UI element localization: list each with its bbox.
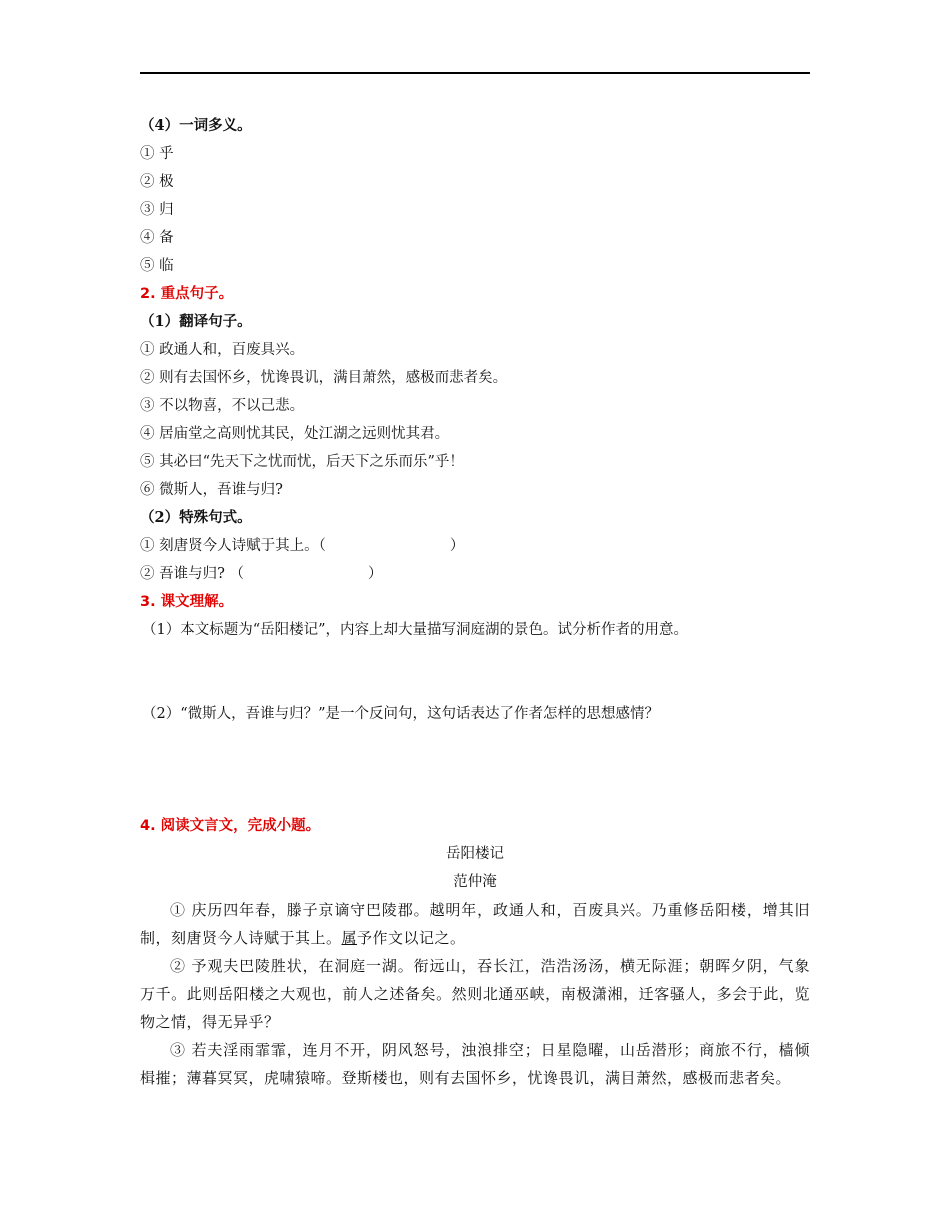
passage-paragraph-2: ② 予观夫巴陵胜状，在洞庭一湖。衔远山，吞长江，浩浩汤汤，横无际涯；朝晖夕阴，气象万千。此则岳阳楼之大观也，前人之述备矣。然则北通巫峡，南极潇湘，迁客骚人，多会于此，览物之情，得无异乎？ <box>140 957 810 1031</box>
passage-paragraph-3: ③ 若夫淫雨霏霏，连月不开，阴风怒号，浊浪排空；日星隐曜，山岳潜形；商旅不行，樯倾楫摧；薄暮冥冥，虎啸猿啼。登斯楼也，则有去国怀乡，忧谗畏讥，满目萧然，感极而悲者矣。 <box>140 1041 810 1087</box>
special-syntax-item <box>140 560 810 588</box>
polysemy-item: ④ 备 <box>140 230 174 246</box>
special-syntax-text: ① 刻唐贤今人诗赋于其上。（ <box>140 538 326 554</box>
translate-item: ⑤ 其必曰“先天下之忧而忧，后天下之乐而乐”乎！ <box>140 454 464 470</box>
polysemy-item: ③ 归 <box>140 202 174 218</box>
special-syntax-text: ② 吾谁与归? （ <box>140 566 244 582</box>
translate-item: ② 则有去国怀乡，忧谗畏讥，满目萧然，感极而悲者矣。 <box>140 370 508 386</box>
underlined-word: 属 <box>341 929 358 947</box>
polysemy-item: ⑤ 临 <box>140 258 174 274</box>
polysemy-item: ② 极 <box>140 174 174 190</box>
section-heading-understanding: 3. 课文理解。 <box>140 594 234 610</box>
translate-item: ④ 居庙堂之高则忧其民，处江湖之远则忧其君。 <box>140 426 450 442</box>
subheading-special-syntax: （2）特殊句式。 <box>140 509 252 526</box>
polysemy-item: ① 乎 <box>140 146 174 162</box>
passage-title: 岳阳楼记 <box>446 846 504 862</box>
document-body <box>140 112 810 1092</box>
passage-paragraph-1 <box>140 896 810 952</box>
section-heading-key-sentences: 2. 重点句子。 <box>140 286 234 302</box>
passage-text: 予作文以记之。 <box>357 929 466 947</box>
passage-author: 范仲淹 <box>453 874 497 890</box>
special-syntax-close: ） <box>368 566 383 582</box>
header-rule <box>140 72 810 74</box>
understanding-question-2: （2）“微斯人，吾谁与归？”是一个反问句，这句话表达了作者怎样的思想感情？ <box>142 706 660 722</box>
answer-space[interactable] <box>140 728 810 812</box>
translate-item: ⑥ 微斯人，吾谁与归? <box>140 482 283 498</box>
section-heading-reading: 4. 阅读文言文，完成小题。 <box>140 818 321 834</box>
special-syntax-close: ） <box>449 538 465 554</box>
passage-text: ① 庆历四年春，滕子京谪守巴陵郡。越明年，政通人和，百废具兴。乃重修岳阳楼，增其旧制，刻唐贤今人诗赋于其上。 <box>140 901 810 947</box>
subheading-translate: （1）翻译句子。 <box>140 313 252 330</box>
section-heading-polysemy: （4）一词多义。 <box>140 117 252 134</box>
translate-item: ① 政通人和，百废具兴。 <box>140 342 305 358</box>
answer-space[interactable] <box>140 644 810 700</box>
understanding-question-1: （1）本文标题为“岳阳楼记”，内容上却大量描写洞庭湖的景色。试分析作者的用意。 <box>142 622 689 638</box>
translate-item: ③ 不以物喜，不以己悲。 <box>140 398 305 414</box>
special-syntax-item <box>140 532 810 560</box>
